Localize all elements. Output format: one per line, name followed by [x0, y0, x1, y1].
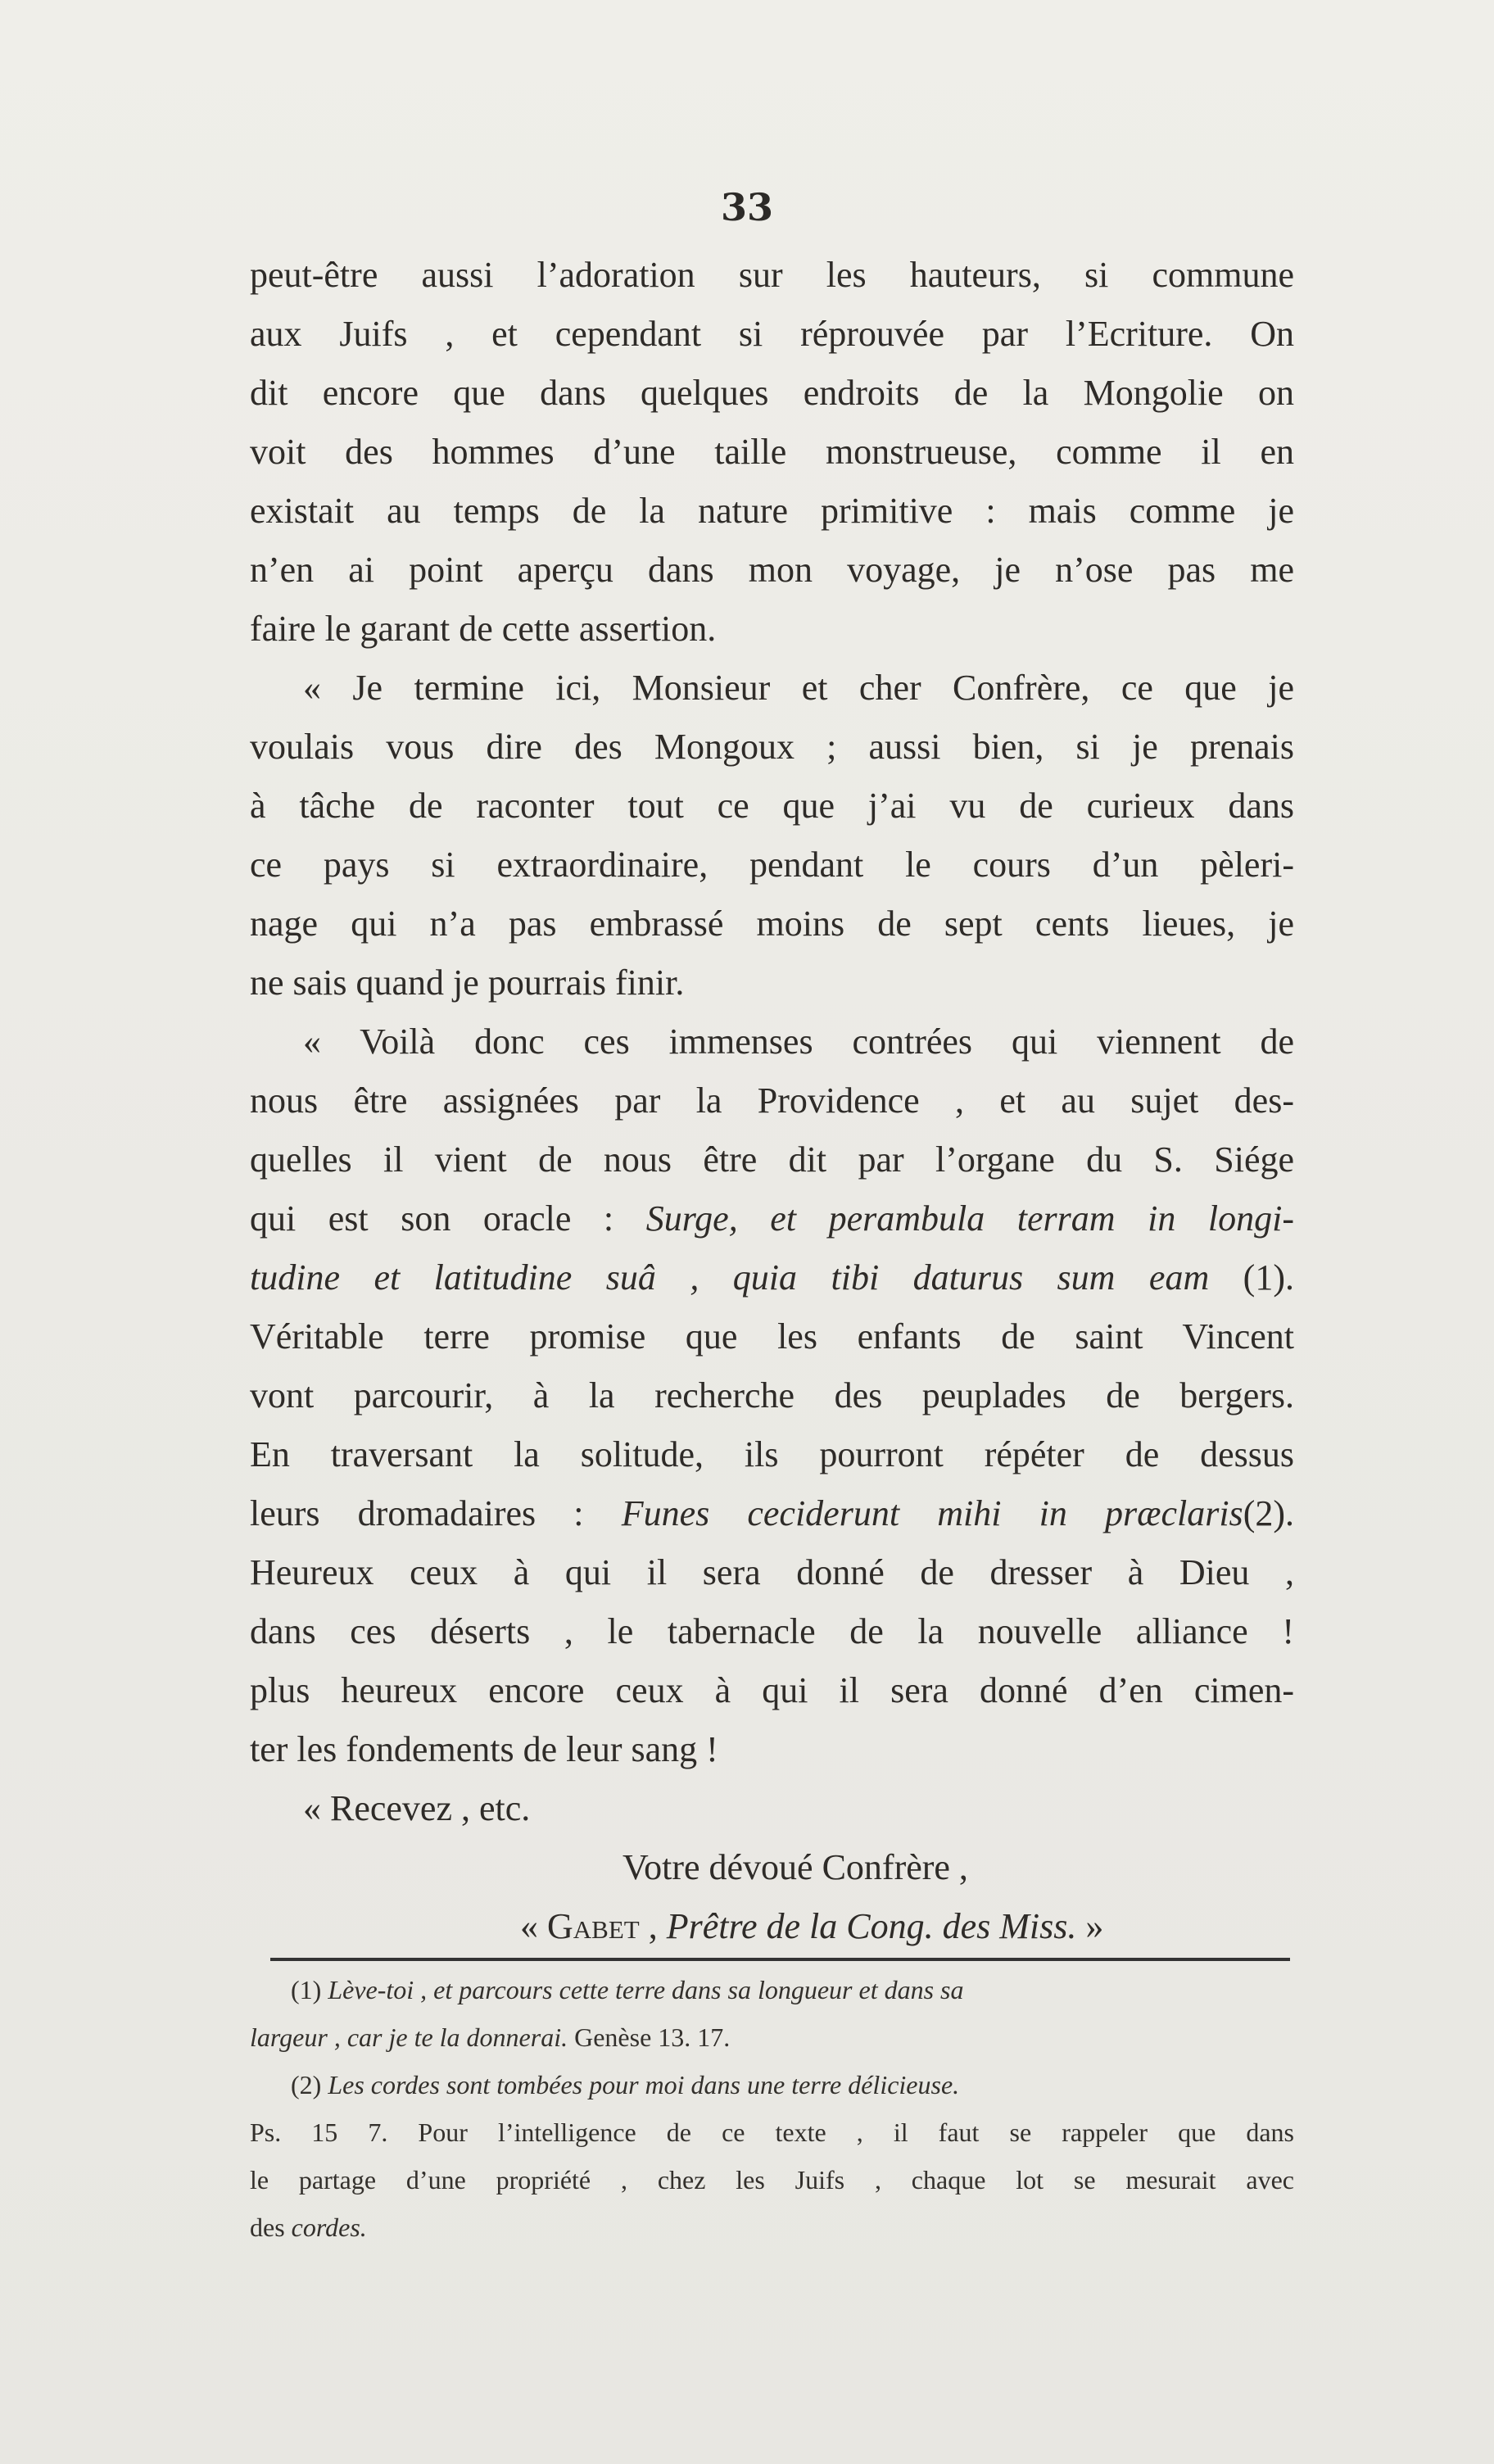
author-title: Prêtre de la Cong. des Miss.	[666, 1906, 1077, 1946]
page-number: 33	[720, 185, 773, 229]
latin-quote-cont: tudine et latitudine suâ , quia tibi daturus sum eam	[250, 1257, 1210, 1298]
text-line: ter les fondements de leur sang !	[250, 1729, 718, 1769]
footnote-2-cont: le partage d’une propriété , chez les Juifs , chaque lot se mesurait avec	[250, 2165, 1294, 2194]
footnote-rule	[270, 1958, 1290, 1961]
text-line: nous être assignées par la Providence , et au sujet des-	[250, 1080, 1294, 1121]
latin-intro: qui est son oracle :	[250, 1198, 646, 1239]
text-line: dit encore que dans quelques endroits de la Mongolie on	[250, 373, 1294, 413]
quote-open: «	[520, 1906, 547, 1946]
text-line-latin	[250, 1189, 1294, 1248]
text-line: faire le garant de cette assertion.	[250, 609, 717, 649]
quote-close: »	[1076, 1906, 1104, 1946]
text-line: plus heureux encore ceux à qui il sera donné d’en cimen-	[250, 1670, 1294, 1710]
footnote-mark: (2)	[291, 2070, 322, 2099]
text-line: « Voilà donc ces immenses contrées qui viennent de	[303, 1021, 1294, 1062]
main-text	[250, 246, 1294, 1956]
text-line: n’en ai point aperçu dans mon voyage, je n’ose pas me	[250, 550, 1294, 590]
latin-quote: Surge, et perambula terram in longi-	[645, 1198, 1294, 1239]
text-line: « Je termine ici, Monsieur et cher Confrère, ce que je	[303, 668, 1294, 708]
text-line: En traversant la solitude, ils pourront répéter de dessus	[250, 1434, 1294, 1474]
footnote-2	[250, 2061, 1294, 2108]
footnote-ref-1: (1).	[1209, 1257, 1294, 1298]
text-line: nage qui n’a pas embrassé moins de sept cents lieues, je	[250, 904, 1294, 944]
text-line: voit des hommes d’une taille monstrueuse, comme il en	[250, 432, 1294, 472]
text-line: aux Juifs , et cependant si réprouvée par l’Ecriture. On	[250, 314, 1294, 354]
text-line: existait au temps de la nature primitive : mais comme je	[250, 491, 1294, 531]
text-line: ce pays si extraordinaire, pendant le cours d’un pèleri-	[250, 845, 1294, 885]
footnote-mark: (1)	[291, 1975, 322, 2004]
footnote-1	[250, 1966, 1294, 2013]
text-line-latin	[250, 1248, 1294, 1307]
footnote-2-cont: Ps. 15 7. Pour l’intelligence de ce texte , il faut se rappeler que dans	[250, 2118, 1294, 2147]
text-line: voulais vous dire des Mongoux ; aussi bien, si je prenais	[250, 727, 1294, 767]
signature-name-line	[250, 1897, 1294, 1956]
footnote-text: des	[250, 2213, 292, 2242]
footnote-ref-2: (2).	[1243, 1493, 1294, 1533]
text-line: quelles il vient de nous être dit par l’organe du S. Siége	[250, 1139, 1294, 1180]
separator: ,	[639, 1906, 667, 1946]
text-line-latin	[250, 1484, 1294, 1543]
footnote-2-cont	[250, 2204, 1294, 2251]
text-line: Heureux ceux à qui il sera donné de dresser à Dieu ,	[250, 1552, 1294, 1592]
text-line: peut-être aussi l’adoration sur les hauteurs, si commune	[250, 255, 1294, 295]
author-name: Gabet	[547, 1906, 640, 1946]
footnotes	[250, 1966, 1294, 2251]
latin-intro: leurs dromadaires :	[250, 1493, 622, 1533]
footnote-citation: Genèse 13. 17.	[568, 2022, 731, 2052]
text-line: Véritable terre promise que les enfants de saint Vincent	[250, 1316, 1294, 1357]
footnote-text: Lève-toi , et parcours cette terre dans sa longueur et dans sa	[328, 1975, 964, 2004]
footnote-text: largeur , car je te la donnerai.	[250, 2022, 568, 2052]
latin-quote: Funes ceciderunt mihi in præclaris	[621, 1493, 1243, 1533]
text-line: dans ces déserts , le tabernacle de la nouvelle alliance !	[250, 1611, 1294, 1651]
footnote-1-cont	[250, 2013, 1294, 2061]
footnote-text: cordes.	[291, 2213, 367, 2242]
signature-line: Votre dévoué Confrère ,	[622, 1847, 968, 1887]
footnote-text: Les cordes sont tombées pour moi dans une terre délicieuse.	[328, 2070, 960, 2099]
text-line: à tâche de raconter tout ce que j’ai vu de curieux dans	[250, 786, 1294, 826]
text-line: vont parcourir, à la recherche des peuplades de bergers.	[250, 1375, 1294, 1415]
closing-line: « Recevez , etc.	[303, 1788, 531, 1828]
text-line: ne sais quand je pourrais finir.	[250, 962, 685, 1003]
